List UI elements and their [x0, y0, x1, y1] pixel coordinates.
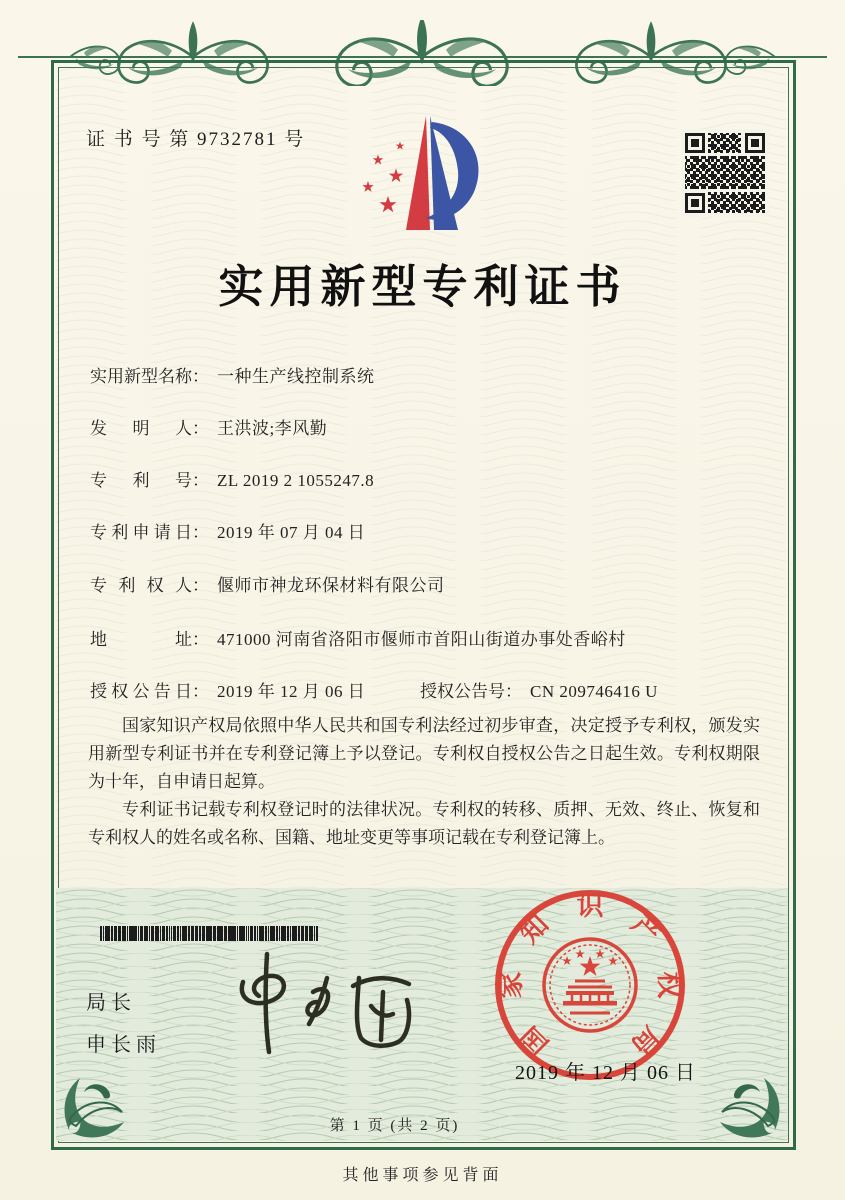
- field-value: 偃师市神龙环保材料有限公司: [217, 576, 445, 595]
- field-colon: ：: [192, 419, 209, 438]
- field-row-name: [90, 362, 770, 386]
- back-side-note: 其他事项参见背面: [342, 1167, 503, 1184]
- grant-date-value: 2019 年 12 月 06 日: [217, 682, 366, 701]
- seal-char: 知: [513, 908, 555, 950]
- field-row-grant: [90, 677, 770, 701]
- commissioner-name: 申长雨: [86, 1034, 161, 1056]
- commissioner-title: 局长: [86, 992, 136, 1014]
- seal-char: 家: [496, 971, 526, 999]
- field-colon: ：: [192, 682, 209, 701]
- field-value: ZL 2019 2 1055247.8: [217, 471, 375, 490]
- field-colon: ：: [192, 471, 209, 490]
- grant-no-value: CN 209746416 U: [530, 682, 658, 701]
- seal-char: 权: [654, 971, 684, 999]
- field-colon: ：: [505, 682, 522, 701]
- field-label: 专利号: [90, 471, 192, 490]
- certificate-title: 实用新型专利证书: [218, 262, 627, 312]
- field-colon: ：: [192, 576, 209, 595]
- field-colon: ：: [192, 523, 209, 542]
- field-label: 专利申请日: [90, 523, 192, 542]
- body-paragraph-2: 专利证书记载专利权登记时的法律状况。专利权的转移、质押、无效、终止、恢复和专利权人的姓名或名称、国籍、地址变更等事项记载在专利登记簿上。: [88, 800, 760, 847]
- seal-char: 识: [576, 891, 604, 921]
- body-paragraph-1: 国家知识产权局依照中华人民共和国专利法经过初步审查，决定授予专利权，颁发实用新型专利证书并在专利登记簿上予以登记。专利权自授权公告之日起生效。专利权期限为十年，自申请日起算。: [88, 716, 760, 791]
- field-label: 实用新型名称: [90, 367, 192, 386]
- cnipa-logo-icon: [340, 110, 492, 236]
- commissioner-signature: [225, 948, 440, 1060]
- barcode-icon: [100, 926, 318, 941]
- national-seal-icon: [492, 887, 688, 1083]
- certificate-body: [88, 712, 760, 852]
- field-label: 发明人: [90, 419, 192, 438]
- field-colon: ：: [192, 630, 209, 649]
- seal-char: 国: [513, 1020, 555, 1062]
- field-value: 2019 年 07 月 04 日: [217, 523, 366, 542]
- grant-date-label: 授权公告日: [90, 682, 192, 701]
- field-row-patent-number: [90, 466, 770, 490]
- field-row-inventor: [90, 414, 770, 438]
- certificate-number: 证 书 号 第 9732781 号: [86, 129, 306, 150]
- grant-no-label: 授权公告号: [420, 682, 505, 701]
- seal-char: 局: [625, 1020, 667, 1062]
- page-number: 第 1 页 (共 2 页): [329, 1118, 460, 1134]
- field-row-address: [90, 625, 770, 649]
- field-value: 471000 河南省洛阳市偃师市首阳山街道办事处香峪村: [217, 630, 626, 649]
- seal-char: 产: [625, 908, 667, 950]
- field-value: 一种生产线控制系统: [217, 367, 375, 386]
- field-row-filing-date: [90, 518, 770, 542]
- field-label: 地址: [90, 630, 192, 649]
- qr-code-icon: [681, 129, 769, 217]
- field-value: 王洪波;李风勤: [217, 419, 328, 438]
- field-label: 专利权人: [90, 576, 192, 595]
- issue-date: 2019 年 12 月 06 日: [515, 1062, 696, 1084]
- field-colon: ：: [192, 367, 209, 386]
- field-row-patentee: [90, 571, 770, 595]
